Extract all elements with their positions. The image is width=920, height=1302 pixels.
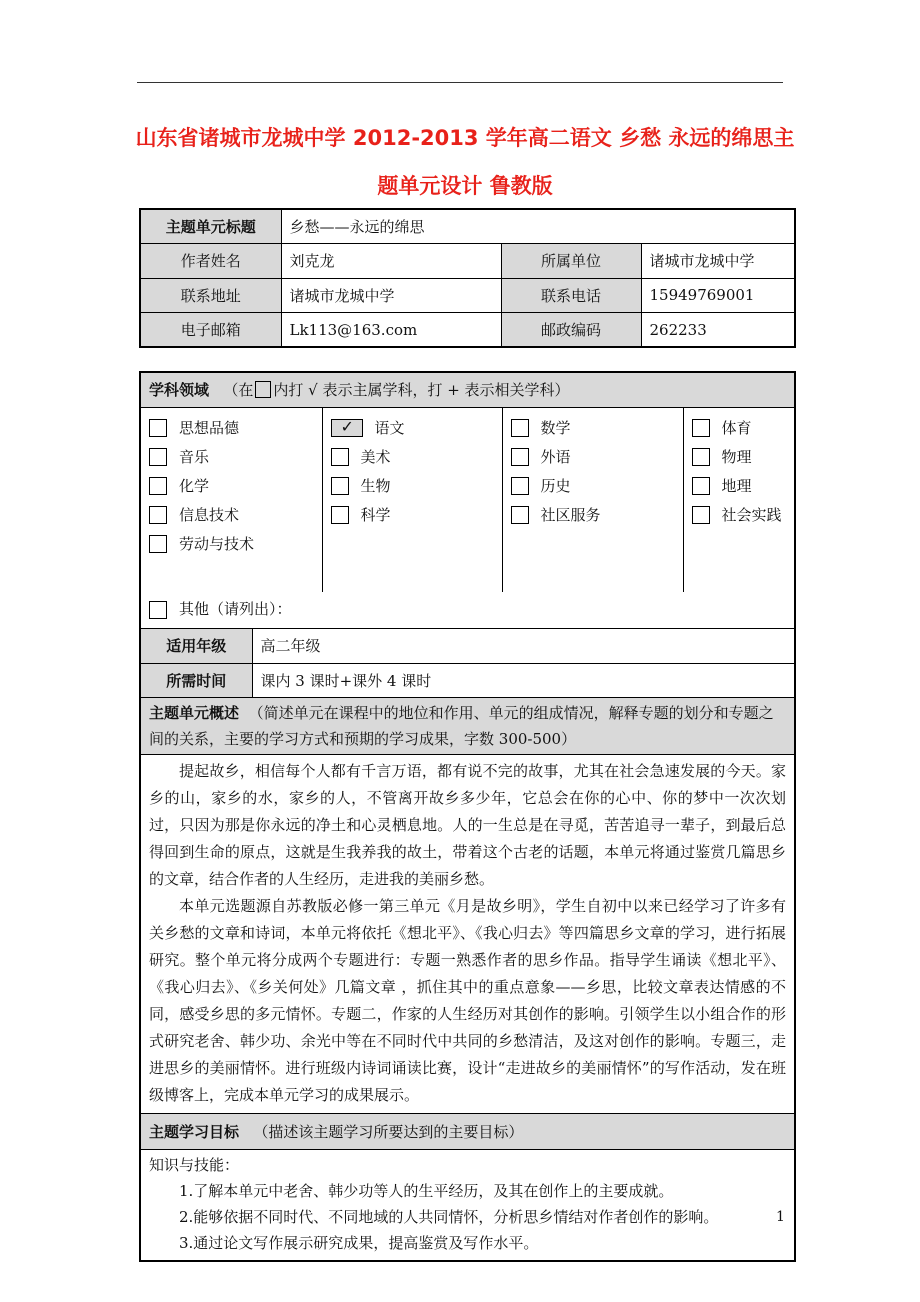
goals-body: [140, 1149, 795, 1261]
subject-label: 美术: [360, 447, 391, 466]
overview-hint: （简述单元在课程中的地位和作用、单元的组成情况，解释专题的划分和专题之间的关系，主要的学习方式和预期的学习成果，字数 300-500）: [149, 703, 774, 748]
subject-option[interactable]: [149, 443, 316, 472]
goal-item: 2.能够依据不同时代、不同地域的人共同情怀，分析思乡情结对作者创作的影响。: [179, 1207, 719, 1226]
overview-header: [140, 697, 795, 754]
email-label: 电子邮箱: [140, 313, 281, 348]
checkbox-icon[interactable]: [149, 535, 167, 553]
checkbox-icon[interactable]: [692, 448, 710, 466]
subject-label: 生物: [360, 476, 391, 495]
subject-option[interactable]: [149, 501, 316, 530]
table-row: [140, 313, 795, 348]
checkbox-icon[interactable]: [149, 448, 167, 466]
subject-option[interactable]: [692, 501, 789, 530]
overview-paragraph-1: 提起故乡，相信每个人都有千言万语，都有说不完的故事，尤其在社会急速发展的今天。家乡的山，家乡的水，家乡的人，不管离开故乡多少年，它总会在你的心中、你的梦中一次次划过，只因为那是你永远的净土和心灵栖息地。人的一生总是在寻觅，苦苦追寻一辈子，到最后总得回到生命的原点，这就是生我养我的故土，带着这个古老的话题，本单元将通过鉴赏几篇思乡的文章，结合作者的人生经历，走进我的美丽乡愁。: [149, 761, 787, 888]
table-row: [140, 244, 795, 279]
subject-option[interactable]: [692, 472, 789, 501]
address-value: 诸城市龙城中学: [281, 278, 501, 313]
subject-column-2: [322, 407, 502, 592]
grade-value: 高二年级: [252, 628, 795, 663]
theme-label: 主题单元标题: [140, 209, 281, 244]
table-row: [140, 278, 795, 313]
address-label: 联系地址: [140, 278, 281, 313]
subject-option[interactable]: [149, 472, 316, 501]
unit-design-table: [139, 371, 796, 1262]
subject-label: 历史: [540, 476, 571, 495]
phone-value: 15949769001: [641, 278, 795, 313]
checkbox-icon[interactable]: [149, 419, 167, 437]
checkbox-icon[interactable]: [149, 477, 167, 495]
unit-value: 诸城市龙城中学: [641, 244, 795, 279]
subject-option[interactable]: [692, 414, 789, 443]
checkbox-icon[interactable]: [149, 506, 167, 524]
phone-label: 联系电话: [501, 278, 641, 313]
table-row: [140, 697, 795, 754]
theme-value: 乡愁——永远的绵思: [281, 209, 795, 244]
subject-other-row: [140, 592, 795, 628]
subject-label: 科学: [360, 505, 391, 524]
checkbox-icon[interactable]: [511, 419, 529, 437]
table-row: [140, 628, 795, 663]
subject-column-4: [683, 407, 795, 592]
grade-label: 适用年级: [140, 628, 252, 663]
postcode-label: 邮政编码: [501, 313, 641, 348]
subject-label: 信息技术: [179, 505, 240, 524]
checkbox-icon[interactable]: [331, 506, 349, 524]
author-label: 作者姓名: [140, 244, 281, 279]
author-value: 刘克龙: [281, 244, 501, 279]
subject-header: [140, 372, 795, 407]
subject-other-label: 其他（请列出）：: [179, 600, 292, 619]
subject-label: 社区服务: [540, 505, 601, 524]
goal-item: 1.了解本单元中老舍、韩少功等人的生平经历，及其在创作上的主要成就。: [179, 1181, 674, 1200]
goals-header: [140, 1113, 795, 1149]
unit-label: 所属单位: [501, 244, 641, 279]
table-row: [140, 592, 795, 628]
checkbox-icon[interactable]: [511, 506, 529, 524]
goals-hint: （描述该主题学习所要达到的主要目标）: [253, 1122, 524, 1141]
subject-column-1: [140, 407, 322, 592]
subject-option[interactable]: [511, 472, 677, 501]
info-table: [139, 208, 796, 348]
subject-label: 外语: [540, 447, 571, 466]
checkbox-icon[interactable]: [331, 448, 349, 466]
subject-option[interactable]: [331, 501, 496, 530]
subject-note-pre: （在: [223, 381, 254, 400]
table-row: [140, 372, 795, 407]
checkbox-icon[interactable]: [331, 477, 349, 495]
subject-option[interactable]: [511, 443, 677, 472]
table-row: [140, 407, 795, 592]
subject-option[interactable]: [692, 443, 789, 472]
subject-note-post: 内打 √ 表示主属学科，打 + 表示相关学科）: [273, 381, 570, 400]
checkbox-icon[interactable]: [692, 419, 710, 437]
subject-option-other[interactable]: [149, 595, 786, 624]
subject-label: 化学: [179, 476, 210, 495]
document-title-line2: 题单元设计 鲁教版: [377, 174, 553, 198]
overview-paragraph-2: 本单元选题源自苏教版必修一第三单元《月是故乡明》，学生自初中以来已经学习了许多有关乡愁的文章和诗词，本单元将依托《想北平》、《我心归去》等四篇思乡文章的学习，进行拓展研究。整个单元将分成两个专题进行：专题一熟悉作者的思乡作品。指导学生诵读《想北平》、《我心归去》、《乡关何处》几篇文章 ，抓住其中的重点意象——乡思，比较文章表达情感的不同，感受乡思的多元情怀。专题二，作家的人生经历对其创作的影响。引领学生以小组合作的形式研究老舍、韩少功、余光中等在不同时代中共同的乡愁清洁，及这对创作的影响。专题三，走进思乡的美丽情怀。进行班级内诗词诵读比赛，设计“走进故乡的美丽情怀”的写作活动，发在班级博客上，完成本单元学习的成果展示。: [149, 896, 787, 1104]
email-value: Lk113@163.com: [281, 313, 501, 348]
table-row: [140, 1149, 795, 1261]
checkbox-sample-icon: [255, 381, 271, 398]
checkbox-icon[interactable]: [511, 448, 529, 466]
table-row: [140, 1113, 795, 1149]
checkbox-icon[interactable]: [692, 477, 710, 495]
checkbox-icon[interactable]: [149, 601, 167, 619]
table-row: [140, 754, 795, 1113]
overview-body: [140, 754, 795, 1113]
subject-label: 体育: [721, 418, 752, 437]
header-rule: [137, 82, 783, 83]
subject-option[interactable]: [149, 530, 316, 559]
table-row: [140, 209, 795, 244]
time-value: 课内 3 课时+课外 4 课时: [252, 663, 795, 697]
page-number: 1: [776, 1209, 785, 1225]
goals-label: 主题学习目标: [149, 1122, 240, 1141]
checkbox-icon[interactable]: [692, 506, 710, 524]
postcode-value: 262233: [641, 313, 795, 348]
checkbox-icon[interactable]: [511, 477, 529, 495]
subject-option[interactable]: [331, 472, 496, 501]
subject-column-3: [502, 407, 683, 592]
subject-label: 劳动与技术: [179, 534, 255, 553]
goal-item: 3.通过论文写作展示研究成果，提高鉴赏及写作水平。: [179, 1233, 539, 1252]
time-label: 所需时间: [140, 663, 252, 697]
subject-option[interactable]: [149, 414, 316, 443]
document-title-line1: 山东省诸城市龙城中学 2012-2013 学年高二语文 乡愁 永远的绵思主: [135, 126, 795, 150]
subject-option[interactable]: [511, 501, 677, 530]
subject-label: 社会实践: [721, 505, 782, 524]
subject-label: 音乐: [179, 447, 210, 466]
subject-label: 数学: [540, 418, 571, 437]
overview-label: 主题单元概述: [149, 703, 240, 722]
subject-label: 语文: [374, 418, 405, 437]
subject-label: 地理: [721, 476, 752, 495]
subject-option-chinese[interactable]: [331, 414, 496, 443]
subject-heading: 学科领域: [149, 381, 210, 400]
knowledge-heading: 知识与技能：: [149, 1155, 240, 1174]
table-row: [140, 663, 795, 697]
subject-option[interactable]: [511, 414, 677, 443]
subject-option[interactable]: [331, 443, 496, 472]
subject-label: 物理: [721, 447, 752, 466]
checkmark-icon[interactable]: [331, 419, 363, 437]
subject-label: 思想品德: [179, 418, 240, 437]
